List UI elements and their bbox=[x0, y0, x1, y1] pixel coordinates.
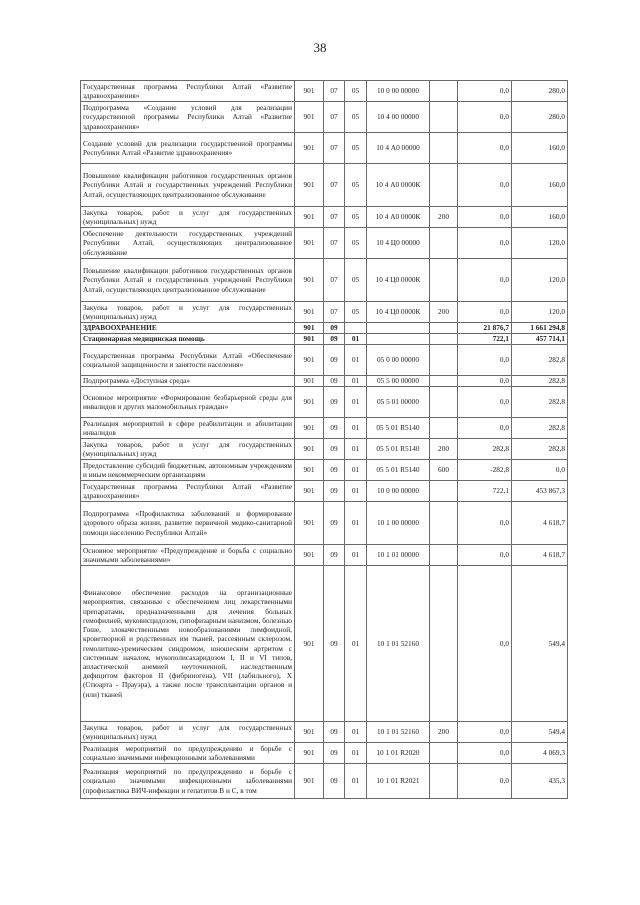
row-subsection-cell: 01 bbox=[345, 345, 367, 376]
row-subsection-cell: 01 bbox=[345, 502, 367, 545]
row-section-cell: 09 bbox=[324, 566, 345, 722]
row-target-article-cell: 10 0 00 00000 bbox=[367, 81, 430, 102]
row-change-amount-cell: 722,1 bbox=[458, 334, 512, 345]
row-target-article-cell: 10 4 А0 0000К bbox=[367, 207, 430, 228]
row-total-amount-cell: 282,8 bbox=[512, 387, 568, 418]
row-change-amount-cell: 0,0 bbox=[458, 566, 512, 722]
row-change-amount-cell: 0,0 bbox=[458, 345, 512, 376]
row-expense-type-cell bbox=[430, 133, 458, 164]
row-change-amount-cell: 0,0 bbox=[458, 133, 512, 164]
row-total-amount-cell: 549,4 bbox=[512, 722, 568, 743]
row-section-cell: 09 bbox=[324, 502, 345, 545]
row-subsection-cell: 05 bbox=[345, 259, 367, 302]
row-total-amount-cell: 280,0 bbox=[512, 81, 568, 102]
table-row bbox=[81, 345, 568, 376]
row-name-cell: Закупка товаров, работ и услуг для государственных (муниципальных) нужд bbox=[81, 207, 295, 228]
row-total-amount-cell: 457 714,1 bbox=[512, 334, 568, 345]
row-section-cell: 09 bbox=[324, 376, 345, 387]
row-name-cell: Предоставление субсидий бюджетным, автономным учреждениям и иным некоммерческим организациям bbox=[81, 460, 295, 481]
row-subsection-cell: 01 bbox=[345, 566, 367, 722]
row-target-article-cell: 10 1 01 52160 bbox=[367, 722, 430, 743]
table-row bbox=[81, 418, 568, 439]
row-target-article-cell: 05 5 01 R5140 bbox=[367, 460, 430, 481]
row-section-cell: 07 bbox=[324, 133, 345, 164]
row-name-cell: Обеспечение деятельности государственных учреждений Республики Алтай, осуществляющих централизованное обслуживание bbox=[81, 228, 295, 259]
row-expense-type-cell: 200 bbox=[430, 302, 458, 323]
row-grbs-cell: 901 bbox=[295, 207, 324, 228]
row-change-amount-cell: 722,1 bbox=[458, 481, 512, 502]
row-target-article-cell: 10 0 00 00000 bbox=[367, 481, 430, 502]
row-subsection-cell: 01 bbox=[345, 743, 367, 764]
row-grbs-cell: 901 bbox=[295, 133, 324, 164]
row-expense-type-cell bbox=[430, 334, 458, 345]
table-row bbox=[81, 334, 568, 345]
row-total-amount-cell: 453 867,3 bbox=[512, 481, 568, 502]
row-subsection-cell: 05 bbox=[345, 302, 367, 323]
row-change-amount-cell: 0,0 bbox=[458, 228, 512, 259]
table-row bbox=[81, 376, 568, 387]
row-grbs-cell: 901 bbox=[295, 722, 324, 743]
row-target-article-cell: 10 4 Ц0 0000К bbox=[367, 259, 430, 302]
row-grbs-cell: 901 bbox=[295, 566, 324, 722]
table-row bbox=[81, 228, 568, 259]
row-target-article-cell bbox=[367, 323, 430, 334]
row-section-cell: 09 bbox=[324, 334, 345, 345]
row-expense-type-cell: 600 bbox=[430, 460, 458, 481]
row-expense-type-cell bbox=[430, 323, 458, 334]
row-section-cell: 07 bbox=[324, 164, 345, 207]
row-target-article-cell: 05 5 01 00000 bbox=[367, 387, 430, 418]
row-target-article-cell: 10 4 Ц0 00000 bbox=[367, 228, 430, 259]
row-change-amount-cell: 0,0 bbox=[458, 387, 512, 418]
row-grbs-cell: 901 bbox=[295, 418, 324, 439]
row-total-amount-cell: 160,0 bbox=[512, 133, 568, 164]
row-subsection-cell: 01 bbox=[345, 439, 367, 460]
row-expense-type-cell bbox=[430, 387, 458, 418]
row-subsection-cell: 01 bbox=[345, 764, 367, 799]
row-subsection-cell: 01 bbox=[345, 376, 367, 387]
table-row bbox=[81, 545, 568, 566]
row-subsection-cell: 01 bbox=[345, 545, 367, 566]
row-expense-type-cell bbox=[430, 566, 458, 722]
row-grbs-cell: 901 bbox=[295, 228, 324, 259]
row-name-cell: Реализация мероприятий по предупреждению и борьбе с социально значимыми инфекционными заболеваниями (профилактика ВИЧ-инфекции и гепатитов B и C, в том bbox=[81, 764, 295, 799]
row-target-article-cell: 05 5 01 R5140 bbox=[367, 439, 430, 460]
row-grbs-cell: 901 bbox=[295, 334, 324, 345]
table-row bbox=[81, 566, 568, 722]
row-name-cell: Подпрограмма «Доступная среда» bbox=[81, 376, 295, 387]
table-row bbox=[81, 722, 568, 743]
row-target-article-cell: 10 4 А0 0000К bbox=[367, 164, 430, 207]
row-change-amount-cell: 0,0 bbox=[458, 722, 512, 743]
row-section-cell: 09 bbox=[324, 481, 345, 502]
row-section-cell: 09 bbox=[324, 722, 345, 743]
row-total-amount-cell: 282,8 bbox=[512, 376, 568, 387]
row-expense-type-cell bbox=[430, 502, 458, 545]
row-subsection-cell: 01 bbox=[345, 722, 367, 743]
row-expense-type-cell bbox=[430, 545, 458, 566]
row-section-cell: 09 bbox=[324, 323, 345, 334]
row-subsection-cell: 05 bbox=[345, 133, 367, 164]
row-grbs-cell: 901 bbox=[295, 481, 324, 502]
row-change-amount-cell: 0,0 bbox=[458, 164, 512, 207]
row-change-amount-cell: 0,0 bbox=[458, 502, 512, 545]
row-grbs-cell: 901 bbox=[295, 743, 324, 764]
row-subsection-cell: 05 bbox=[345, 81, 367, 102]
row-section-cell: 07 bbox=[324, 228, 345, 259]
row-target-article-cell: 10 4 Ц0 0000К bbox=[367, 302, 430, 323]
row-total-amount-cell: 4 618,7 bbox=[512, 545, 568, 566]
row-change-amount-cell: 0,0 bbox=[458, 259, 512, 302]
row-change-amount-cell: 0,0 bbox=[458, 743, 512, 764]
row-total-amount-cell: 4 618,7 bbox=[512, 502, 568, 545]
row-name-cell: Реализация мероприятий по предупреждению и борьбе с социально значимыми инфекционными заболеваниями bbox=[81, 743, 295, 764]
table-row bbox=[81, 133, 568, 164]
table-row bbox=[81, 259, 568, 302]
row-expense-type-cell bbox=[430, 764, 458, 799]
row-total-amount-cell: 160,0 bbox=[512, 164, 568, 207]
row-name-cell: Государственная программа Республики Алтай «Обеспечение социальной защищенности и занятости населения» bbox=[81, 345, 295, 376]
row-grbs-cell: 901 bbox=[295, 164, 324, 207]
row-section-cell: 09 bbox=[324, 418, 345, 439]
row-name-cell: Государственная программа Республики Алтай «Развитие здравоохранения» bbox=[81, 81, 295, 102]
row-total-amount-cell: 160,0 bbox=[512, 207, 568, 228]
row-total-amount-cell: 1 661 294,8 bbox=[512, 323, 568, 334]
table-row bbox=[81, 102, 568, 133]
row-change-amount-cell: 0,0 bbox=[458, 545, 512, 566]
row-name-cell: Основное мероприятие «Формирование безбарьерной среды для инвалидов и других маломобильных граждан» bbox=[81, 387, 295, 418]
row-total-amount-cell: 120,0 bbox=[512, 259, 568, 302]
row-grbs-cell: 901 bbox=[295, 387, 324, 418]
row-name-cell: Подпрограмма «Создание условий для реализации государственной программы Республики Алтай «Развитие здравоохранения» bbox=[81, 102, 295, 133]
row-expense-type-cell bbox=[430, 102, 458, 133]
table-row bbox=[81, 207, 568, 228]
row-change-amount-cell: 282,8 bbox=[458, 439, 512, 460]
row-section-cell: 07 bbox=[324, 302, 345, 323]
row-expense-type-cell bbox=[430, 81, 458, 102]
row-expense-type-cell bbox=[430, 259, 458, 302]
table-row bbox=[81, 502, 568, 545]
row-subsection-cell: 01 bbox=[345, 334, 367, 345]
row-target-article-cell: 10 1 01 52160 bbox=[367, 566, 430, 722]
row-section-cell: 09 bbox=[324, 764, 345, 799]
row-name-cell: ЗДРАВООХРАНЕНИЕ bbox=[81, 323, 295, 334]
row-total-amount-cell: 120,0 bbox=[512, 302, 568, 323]
table-row bbox=[81, 481, 568, 502]
row-grbs-cell: 901 bbox=[295, 302, 324, 323]
row-name-cell: Финансовое обеспечение расходов на организационные мероприятия, связанные с обеспечением лиц лекарственными препаратами, предназначенными для лечения больных гемофилией, муковисцидозом, гипофизарным нанизмом, болезнью Гоше, злокачественными новообразованиями лимфоидной, кроветворной и родственных им тканей, рассеянным склерозом, гемолитико-уремическим синдромом, юношеским артритом с системным началом, мукополисахаридозом I, II и VI типов, апластической анемией неуточненной, наследственным дефицитом факторов II (фибриногена), VII (лабильного), X (Стюарта - Прауэра), а также после трансплантации органов и (или) тканей bbox=[81, 566, 295, 722]
row-target-article-cell: 10 1 00 00000 bbox=[367, 502, 430, 545]
row-change-amount-cell: 0,0 bbox=[458, 302, 512, 323]
row-total-amount-cell: 435,3 bbox=[512, 764, 568, 799]
budget-table bbox=[80, 80, 568, 799]
row-total-amount-cell: 282,8 bbox=[512, 439, 568, 460]
row-grbs-cell: 901 bbox=[295, 439, 324, 460]
row-total-amount-cell: 0,0 bbox=[512, 460, 568, 481]
table-row bbox=[81, 323, 568, 334]
row-subsection-cell: 01 bbox=[345, 460, 367, 481]
row-target-article-cell: 10 1 01 R2021 bbox=[367, 764, 430, 799]
row-expense-type-cell bbox=[430, 345, 458, 376]
row-change-amount-cell: 21 876,7 bbox=[458, 323, 512, 334]
table-row bbox=[81, 164, 568, 207]
row-target-article-cell: 10 4 А0 00000 bbox=[367, 133, 430, 164]
row-section-cell: 09 bbox=[324, 345, 345, 376]
row-target-article-cell: 10 1 01 R2020 bbox=[367, 743, 430, 764]
row-target-article-cell: 05 5 00 00000 bbox=[367, 376, 430, 387]
row-name-cell: Повышение квалификации работников государственных органов Республики Алтай и государственных учреждений Республики Алтай, осуществляющих централизованное обслуживание bbox=[81, 164, 295, 207]
row-grbs-cell: 901 bbox=[295, 323, 324, 334]
row-grbs-cell: 901 bbox=[295, 259, 324, 302]
row-total-amount-cell: 282,8 bbox=[512, 418, 568, 439]
row-name-cell: Государственная программа Республики Алтай «Развитие здравоохранения» bbox=[81, 481, 295, 502]
row-expense-type-cell bbox=[430, 743, 458, 764]
row-subsection-cell: 05 bbox=[345, 228, 367, 259]
row-name-cell: Стационарная медицинская помощь bbox=[81, 334, 295, 345]
row-subsection-cell: 05 bbox=[345, 102, 367, 133]
row-grbs-cell: 901 bbox=[295, 502, 324, 545]
row-grbs-cell: 901 bbox=[295, 102, 324, 133]
row-total-amount-cell: 549,4 bbox=[512, 566, 568, 722]
table-row bbox=[81, 81, 568, 102]
row-subsection-cell: 05 bbox=[345, 207, 367, 228]
row-expense-type-cell: 200 bbox=[430, 439, 458, 460]
table-row bbox=[81, 460, 568, 481]
row-target-article-cell: 05 0 00 00000 bbox=[367, 345, 430, 376]
row-expense-type-cell: 200 bbox=[430, 722, 458, 743]
row-expense-type-cell bbox=[430, 228, 458, 259]
row-grbs-cell: 901 bbox=[295, 764, 324, 799]
row-target-article-cell: 10 1 01 00000 bbox=[367, 545, 430, 566]
table-row bbox=[81, 439, 568, 460]
table-row bbox=[81, 302, 568, 323]
row-section-cell: 09 bbox=[324, 743, 345, 764]
row-subsection-cell: 05 bbox=[345, 164, 367, 207]
row-name-cell: Подпрограмма «Профилактика заболеваний и формирование здорового образа жизни, развитие первичной медико-санитарной помощи населению Республики Алтай» bbox=[81, 502, 295, 545]
row-change-amount-cell: -282,8 bbox=[458, 460, 512, 481]
row-subsection-cell bbox=[345, 323, 367, 334]
row-section-cell: 07 bbox=[324, 259, 345, 302]
row-section-cell: 09 bbox=[324, 460, 345, 481]
row-section-cell: 09 bbox=[324, 545, 345, 566]
row-subsection-cell: 01 bbox=[345, 481, 367, 502]
page-number: 38 bbox=[313, 40, 327, 55]
row-subsection-cell: 01 bbox=[345, 418, 367, 439]
row-expense-type-cell bbox=[430, 376, 458, 387]
row-section-cell: 09 bbox=[324, 387, 345, 418]
row-total-amount-cell: 280,0 bbox=[512, 102, 568, 133]
row-section-cell: 07 bbox=[324, 207, 345, 228]
row-target-article-cell bbox=[367, 334, 430, 345]
table-row bbox=[81, 743, 568, 764]
row-expense-type-cell bbox=[430, 481, 458, 502]
row-grbs-cell: 901 bbox=[295, 81, 324, 102]
row-grbs-cell: 901 bbox=[295, 376, 324, 387]
row-name-cell: Основное мероприятие «Предупреждение и борьба с социально значимыми заболеваниями» bbox=[81, 545, 295, 566]
row-change-amount-cell: 0,0 bbox=[458, 81, 512, 102]
row-target-article-cell: 05 5 01 R5140 bbox=[367, 418, 430, 439]
row-total-amount-cell: 282,8 bbox=[512, 345, 568, 376]
row-name-cell: Повышение квалификации работников государственных органов Республики Алтай и государственных учреждений Республики Алтай, осуществляющих централизованное обслуживание bbox=[81, 259, 295, 302]
row-subsection-cell: 01 bbox=[345, 387, 367, 418]
row-change-amount-cell: 0,0 bbox=[458, 764, 512, 799]
row-section-cell: 07 bbox=[324, 102, 345, 133]
row-grbs-cell: 901 bbox=[295, 345, 324, 376]
row-name-cell: Закупка товаров, работ и услуг для государственных (муниципальных) нужд bbox=[81, 722, 295, 743]
row-grbs-cell: 901 bbox=[295, 460, 324, 481]
row-name-cell: Закупка товаров, работ и услуг для государственных (муниципальных) нужд bbox=[81, 439, 295, 460]
row-name-cell: Закупка товаров, работ и услуг для государственных (муниципальных) нужд bbox=[81, 302, 295, 323]
row-change-amount-cell: 0,0 bbox=[458, 376, 512, 387]
row-change-amount-cell: 0,0 bbox=[458, 207, 512, 228]
row-expense-type-cell bbox=[430, 164, 458, 207]
table-row bbox=[81, 387, 568, 418]
row-expense-type-cell bbox=[430, 418, 458, 439]
row-name-cell: Реализация мероприятий в сфере реабилитации и абилитации инвалидов bbox=[81, 418, 295, 439]
table-row bbox=[81, 764, 568, 799]
row-section-cell: 07 bbox=[324, 81, 345, 102]
row-name-cell: Создание условий для реализации государственной программы Республики Алтай «Развитие здравоохранения» bbox=[81, 133, 295, 164]
row-change-amount-cell: 0,0 bbox=[458, 102, 512, 133]
row-total-amount-cell: 120,0 bbox=[512, 228, 568, 259]
row-change-amount-cell: 0,0 bbox=[458, 418, 512, 439]
row-target-article-cell: 10 4 00 00000 bbox=[367, 102, 430, 133]
row-total-amount-cell: 4 069,3 bbox=[512, 743, 568, 764]
row-section-cell: 09 bbox=[324, 439, 345, 460]
row-expense-type-cell: 200 bbox=[430, 207, 458, 228]
row-grbs-cell: 901 bbox=[295, 545, 324, 566]
